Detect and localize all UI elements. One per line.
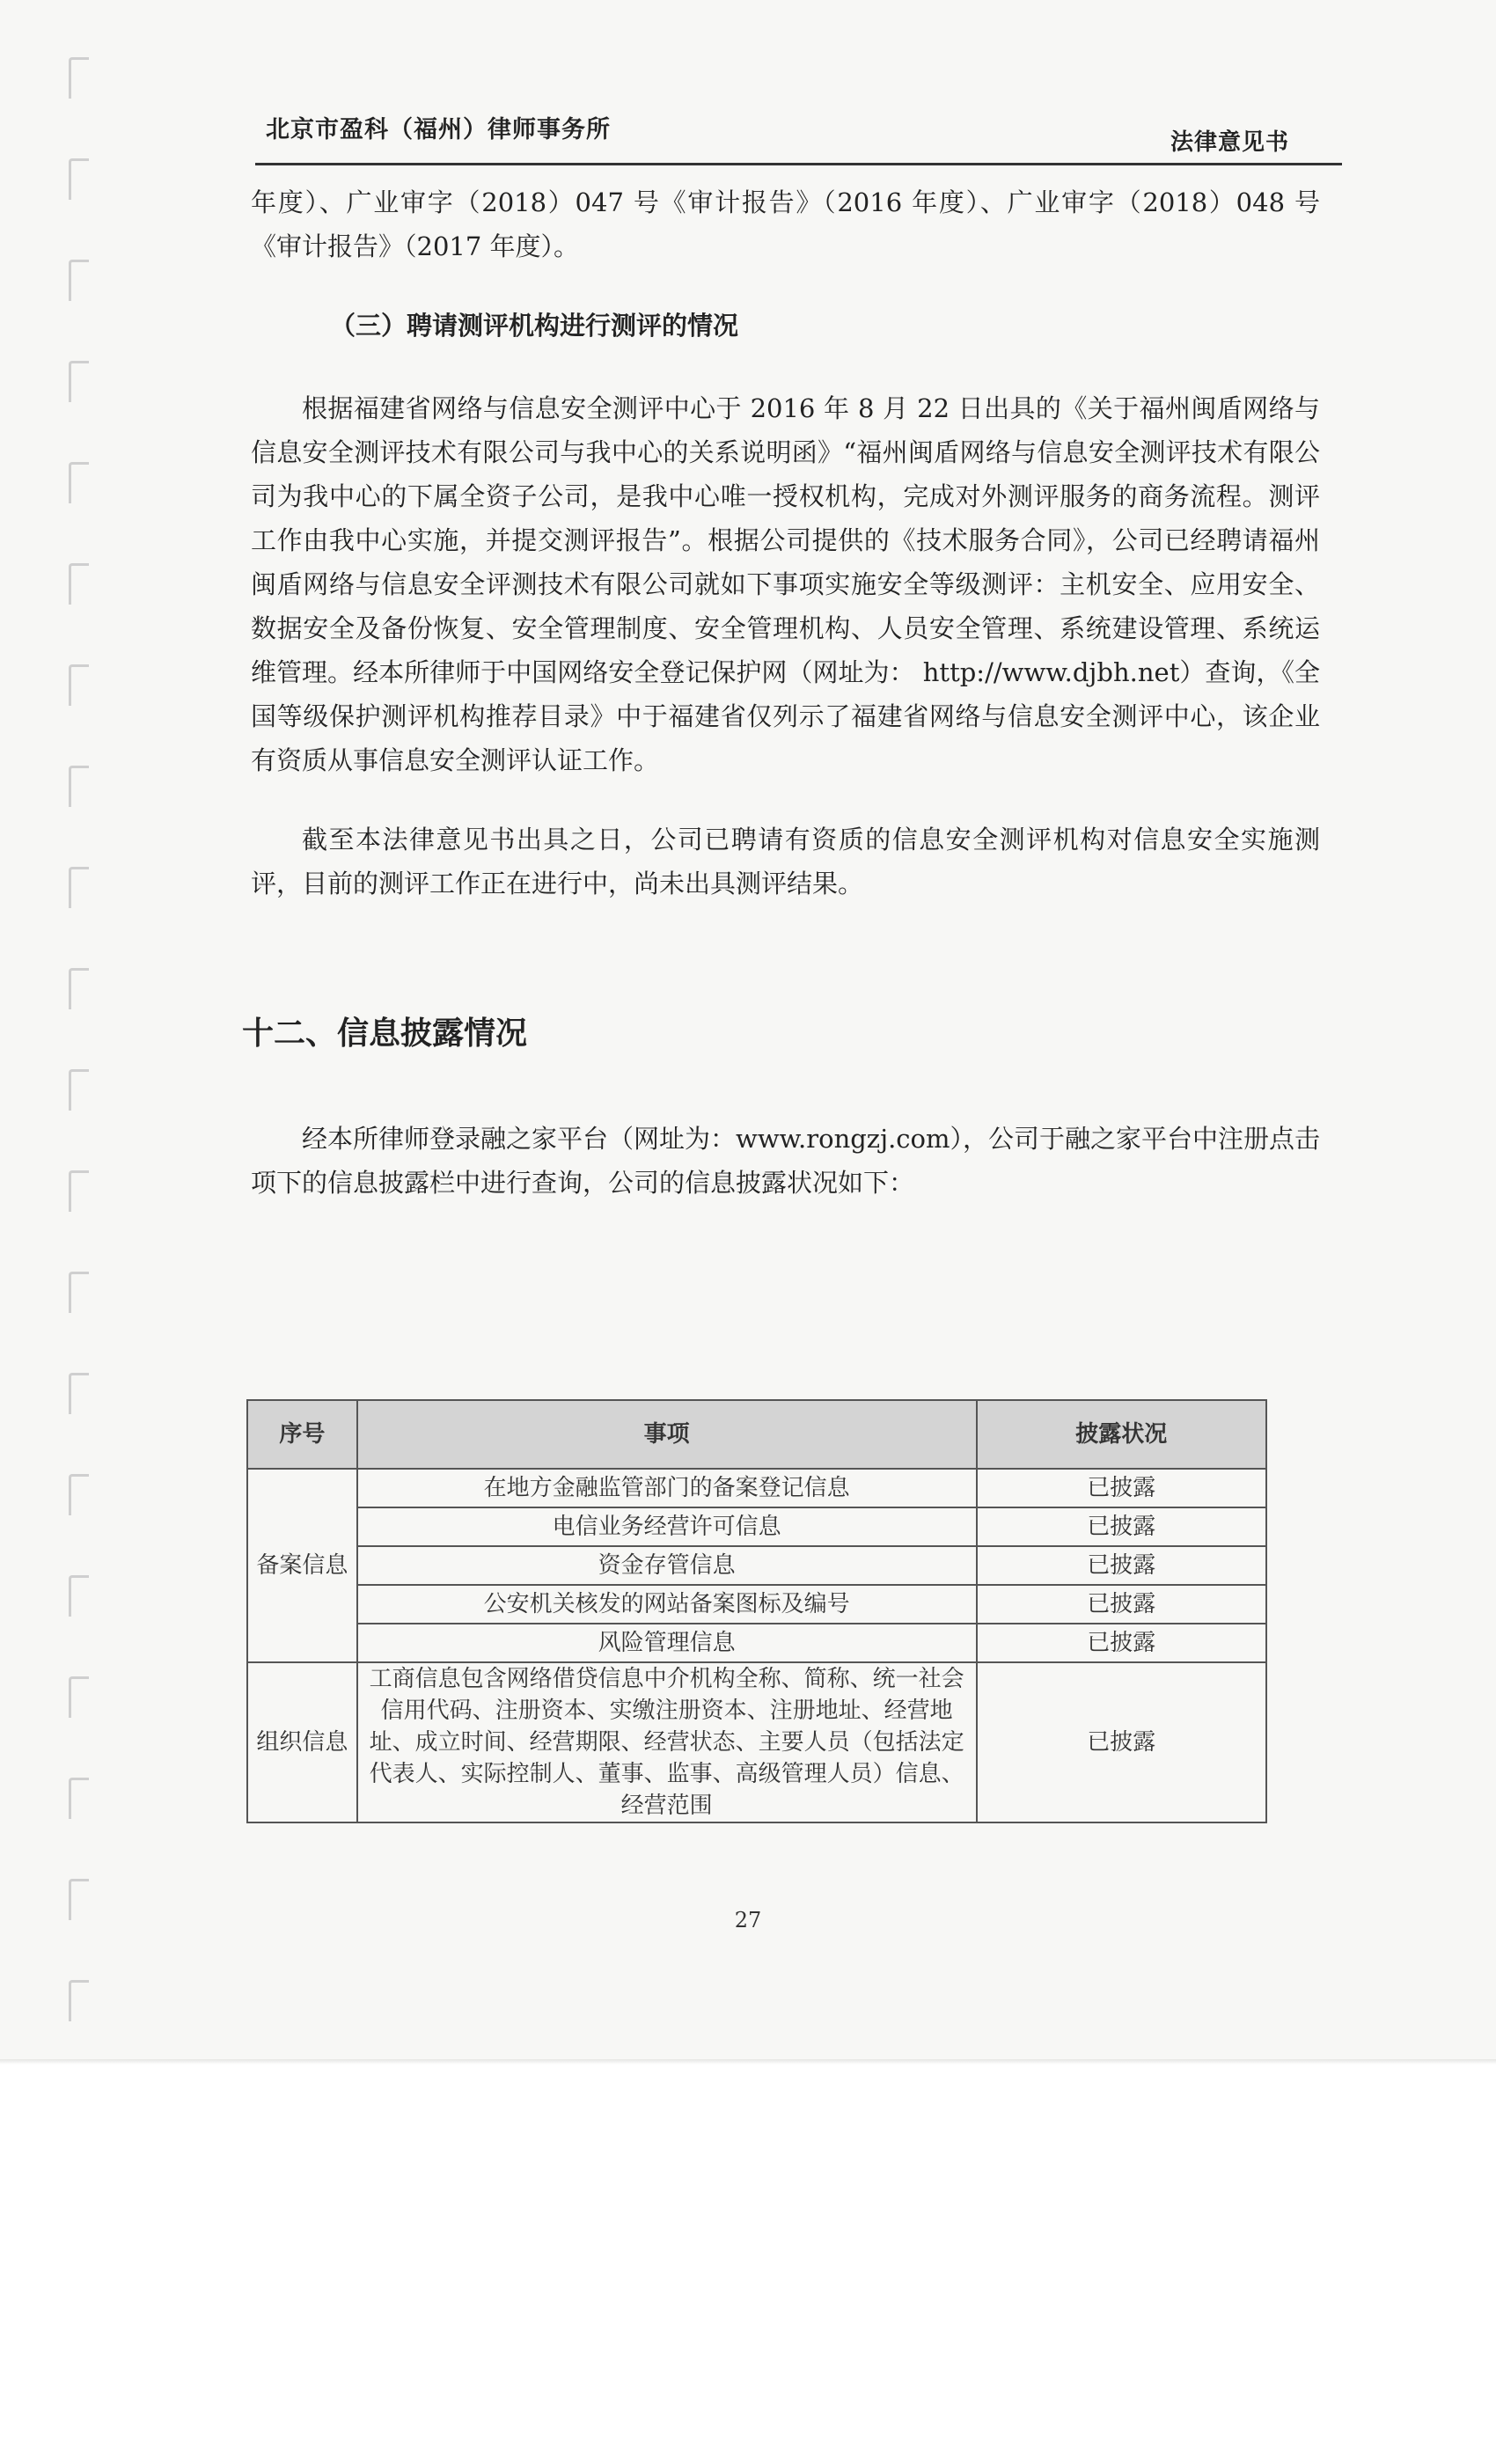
item-cell: 在地方金融监管部门的备案登记信息 <box>357 1469 977 1507</box>
status-cell: 已披露 <box>977 1624 1266 1662</box>
item-cell: 资金存管信息 <box>357 1546 977 1585</box>
binding-hole <box>69 766 89 807</box>
item-cell: 风险管理信息 <box>357 1624 977 1662</box>
binding-hole <box>69 158 89 200</box>
table-row <box>247 1507 1266 1546</box>
header-cell-item: 事项 <box>357 1400 977 1469</box>
table-row <box>247 1585 1266 1624</box>
table-row <box>247 1624 1266 1662</box>
header-cell-status: 披露状况 <box>977 1400 1266 1469</box>
page-number: 27 <box>734 1908 762 1932</box>
binding-hole <box>69 664 89 706</box>
binding-hole <box>69 361 89 402</box>
binding-hole <box>69 867 89 908</box>
binding-hole <box>69 1474 89 1515</box>
binding-hole <box>69 563 89 605</box>
item-cell: 电信业务经营许可信息 <box>357 1507 977 1546</box>
paragraph-disclosure-intro: 经本所律师登录融之家平台（网址为：www.rongzj.com），公司于融之家平台中注册点击项下的信息披露栏中进行查询，公司的信息披露状况如下： <box>251 1124 1320 1198</box>
binding-hole <box>69 260 89 301</box>
header-cell-number: 序号 <box>247 1400 357 1469</box>
binding-hole <box>69 1676 89 1718</box>
table-header-row <box>247 1400 1266 1469</box>
paragraph-testing-status: 截至本法律意见书出具之日，公司已聘请有资质的信息安全测评机构对信息安全实施测评，目前的测评工作正在进行中，尚未出具测评结果。 <box>251 825 1320 898</box>
item-cell: 公安机关核发的网站备案图标及编号 <box>357 1585 977 1624</box>
table-row <box>247 1546 1266 1585</box>
document-body <box>242 180 1320 1205</box>
page-header <box>255 110 1342 163</box>
status-cell: 已披露 <box>977 1546 1266 1585</box>
binding-hole <box>69 57 89 99</box>
binding-hole <box>69 1069 89 1111</box>
binding-hole <box>69 462 89 503</box>
binding-hole <box>69 1373 89 1414</box>
document-type: 法律意见书 <box>1170 129 1289 156</box>
page-edge <box>0 2059 1496 2064</box>
binding-hole <box>69 1170 89 1212</box>
binding-hole <box>69 1778 89 1819</box>
status-cell: 已披露 <box>977 1469 1266 1507</box>
binding-hole <box>69 1980 89 2021</box>
binding-hole <box>69 968 89 1009</box>
group-label-filing: 备案信息 <box>247 1469 357 1662</box>
subheading: （三）聘请测评机构进行测评的情况 <box>330 311 739 341</box>
item-cell: 工商信息包含网络借贷信息中介机构全称、简称、统一社会信用代码、注册资本、实缴注册资本、注册地址、经营地址、成立时间、经营期限、经营状态、主要人员（包括法定代表人、实际控制人、董事、监事、高级管理人员）信息、经营范围 <box>357 1662 977 1822</box>
binding-holes <box>62 0 97 2059</box>
binding-hole <box>69 1575 89 1617</box>
status-cell: 已披露 <box>977 1662 1266 1822</box>
header-rule <box>255 163 1342 165</box>
paragraph-testing-agency: 根据福建省网络与信息安全测评中心于 2016 年 8 月 22 日出具的《关于福州闽盾网络与信息安全测评技术有限公司与我中心的关系说明函》“福州闽盾网络与信息安全测评技术有限公司为我中心的下属全资子公司，是我中心唯一授权机构，完成对外测评服务的商务流程。测评工作由我中心实施，并提交测评报告”。根据公司提供的《技术服务合同》，公司已经聘请福州闽盾网络与信息安全评测技术有限公司就如下事项实施安全等级测评：主机安全、应用安全、数据安全及备份恢复、安全管理制度、安全管理机构、人员安全管理、系统建设管理、系统运维管理。经本所律师于中国网络安全登记保护网（网址为： http://www.djbh.net）查询，《全国等级保护测评机构推荐目录》中于福建省仅列示了福建省网络与信息安全测评中心，该企业有资质从事信息安全测评认证工作。 <box>251 393 1320 775</box>
status-cell: 已披露 <box>977 1585 1266 1624</box>
section-title: 十二、信息披露情况 <box>242 1015 528 1052</box>
continuation-paragraph: 年度）、广业审字（2018）047 号《审计报告》（2016 年度）、广业审字（2018）048 号《审计报告》（2017 年度）。 <box>251 187 1320 261</box>
table-row <box>247 1469 1266 1507</box>
table-row <box>247 1662 1266 1822</box>
group-label-organization: 组织信息 <box>247 1662 357 1822</box>
firm-name: 北京市盈科（福州）律师事务所 <box>266 116 611 143</box>
disclosure-table <box>246 1399 1267 1823</box>
status-cell: 已披露 <box>977 1507 1266 1546</box>
binding-hole <box>69 1272 89 1313</box>
